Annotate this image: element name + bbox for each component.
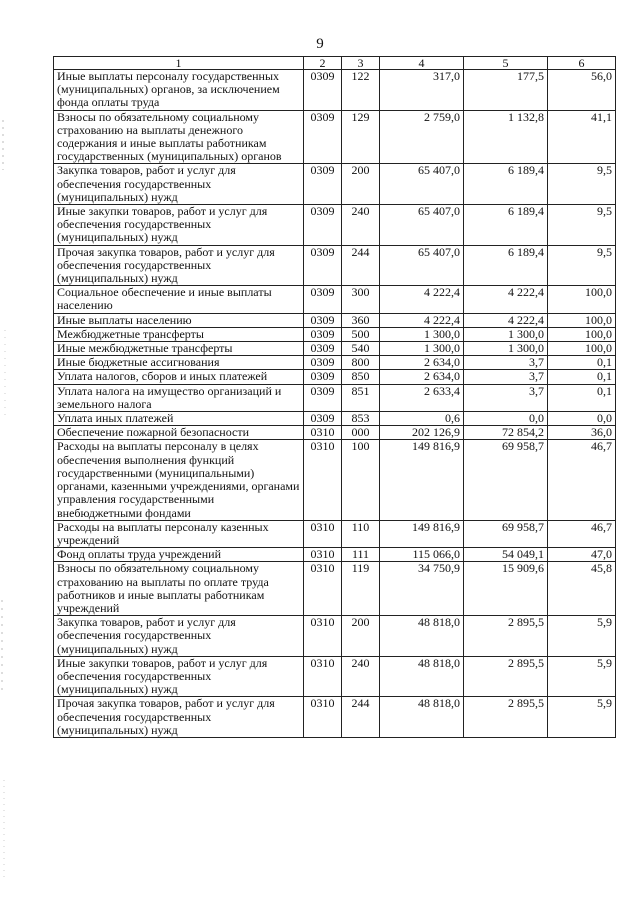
table-row: [54, 412, 616, 426]
cell-expense-name: Уплата налогов, сборов и иных платежей: [54, 370, 304, 384]
cell-expense-name: Уплата иных платежей: [54, 412, 304, 426]
cell-planned-amount: 4 222,4: [380, 313, 464, 327]
cell-expense-name: Иные выплаты персоналу государственных (муниципальных) органов, за исключением фонда оплаты труда: [54, 70, 304, 111]
cell-expense-name: Иные бюджетные ассигнования: [54, 356, 304, 370]
cell-expense-type-code: 240: [342, 205, 380, 246]
cell-expense-type-code: 300: [342, 286, 380, 313]
table-header: [54, 57, 616, 70]
cell-expense-name: Закупка товаров, работ и услуг для обеспечения государственных (муниципальных) нужд: [54, 164, 304, 205]
cell-section-code: 0310: [304, 426, 342, 440]
column-header-6: 6: [548, 57, 616, 70]
cell-execution-percent: 47,0: [548, 548, 616, 562]
cell-section-code: 0309: [304, 342, 342, 356]
cell-expense-type-code: 800: [342, 356, 380, 370]
cell-executed-amount: 6 189,4: [464, 164, 548, 205]
cell-expense-type-code: 540: [342, 342, 380, 356]
cell-expense-type-code: 853: [342, 412, 380, 426]
cell-expense-type-code: 119: [342, 562, 380, 616]
cell-section-code: 0310: [304, 440, 342, 520]
cell-expense-name: Иные закупки товаров, работ и услуг для обеспечения государственных (муниципальных) нужд: [54, 656, 304, 697]
cell-executed-amount: 15 909,6: [464, 562, 548, 616]
column-header-2: 2: [304, 57, 342, 70]
cell-executed-amount: 69 958,7: [464, 440, 548, 520]
cell-executed-amount: 1 132,8: [464, 110, 548, 164]
cell-section-code: 0309: [304, 412, 342, 426]
table-row: [54, 616, 616, 657]
cell-execution-percent: 9,5: [548, 164, 616, 205]
column-header-3: 3: [342, 57, 380, 70]
cell-planned-amount: 65 407,0: [380, 205, 464, 246]
cell-expense-type-code: 200: [342, 616, 380, 657]
cell-execution-percent: 46,7: [548, 520, 616, 547]
cell-planned-amount: 149 816,9: [380, 520, 464, 547]
cell-executed-amount: 1 300,0: [464, 342, 548, 356]
cell-expense-type-code: 129: [342, 110, 380, 164]
cell-section-code: 0309: [304, 286, 342, 313]
cell-section-code: 0310: [304, 548, 342, 562]
table-row: [54, 426, 616, 440]
cell-execution-percent: 45,8: [548, 562, 616, 616]
cell-executed-amount: 3,7: [464, 370, 548, 384]
cell-expense-type-code: 122: [342, 70, 380, 111]
cell-expense-name: Прочая закупка товаров, работ и услуг для обеспечения государственных (муниципальных) нужд: [54, 697, 304, 738]
table-row: [54, 656, 616, 697]
cell-planned-amount: 65 407,0: [380, 164, 464, 205]
cell-planned-amount: 202 126,9: [380, 426, 464, 440]
cell-section-code: 0309: [304, 245, 342, 286]
cell-execution-percent: 0,0: [548, 412, 616, 426]
cell-execution-percent: 0,1: [548, 356, 616, 370]
cell-planned-amount: 48 818,0: [380, 616, 464, 657]
cell-section-code: 0309: [304, 327, 342, 341]
cell-expense-name: Прочая закупка товаров, работ и услуг для обеспечения государственных (муниципальных) нужд: [54, 245, 304, 286]
cell-executed-amount: 2 895,5: [464, 616, 548, 657]
cell-section-code: 0309: [304, 384, 342, 411]
cell-expense-name: Взносы по обязательному социальному страхованию на выплаты по оплате труда работников и иные выплаты работникам учреждений: [54, 562, 304, 616]
cell-execution-percent: 0,1: [548, 370, 616, 384]
cell-planned-amount: 2 759,0: [380, 110, 464, 164]
cell-section-code: 0310: [304, 616, 342, 657]
cell-expense-name: Расходы на выплаты персоналу казенных учреждений: [54, 520, 304, 547]
table-row: [54, 562, 616, 616]
table-row: [54, 548, 616, 562]
cell-execution-percent: 0,1: [548, 384, 616, 411]
cell-expense-name: Закупка товаров, работ и услуг для обеспечения государственных (муниципальных) нужд: [54, 616, 304, 657]
cell-planned-amount: 48 818,0: [380, 697, 464, 738]
table-row: [54, 164, 616, 205]
cell-executed-amount: 1 300,0: [464, 327, 548, 341]
cell-executed-amount: 4 222,4: [464, 286, 548, 313]
cell-planned-amount: 115 066,0: [380, 548, 464, 562]
cell-expense-type-code: 100: [342, 440, 380, 520]
column-header-5: 5: [464, 57, 548, 70]
table-row: [54, 440, 616, 520]
cell-planned-amount: 0,6: [380, 412, 464, 426]
cell-execution-percent: 100,0: [548, 286, 616, 313]
cell-execution-percent: 5,9: [548, 616, 616, 657]
cell-planned-amount: 317,0: [380, 70, 464, 111]
cell-section-code: 0309: [304, 313, 342, 327]
cell-expense-type-code: 240: [342, 656, 380, 697]
cell-execution-percent: 36,0: [548, 426, 616, 440]
cell-expense-name: Иные закупки товаров, работ и услуг для обеспечения государственных (муниципальных) нужд: [54, 205, 304, 246]
cell-planned-amount: 1 300,0: [380, 327, 464, 341]
cell-expense-type-code: 244: [342, 245, 380, 286]
cell-section-code: 0309: [304, 356, 342, 370]
cell-section-code: 0310: [304, 520, 342, 547]
column-header-4: 4: [380, 57, 464, 70]
cell-executed-amount: 6 189,4: [464, 245, 548, 286]
cell-section-code: 0310: [304, 562, 342, 616]
cell-planned-amount: 2 633,4: [380, 384, 464, 411]
cell-execution-percent: 5,9: [548, 656, 616, 697]
cell-expense-name: Иные межбюджетные трансферты: [54, 342, 304, 356]
cell-executed-amount: 54 049,1: [464, 548, 548, 562]
table-body: [54, 70, 616, 738]
cell-section-code: 0309: [304, 370, 342, 384]
table-row: [54, 286, 616, 313]
cell-section-code: 0309: [304, 110, 342, 164]
cell-expense-name: Межбюджетные трансферты: [54, 327, 304, 341]
cell-planned-amount: 149 816,9: [380, 440, 464, 520]
cell-planned-amount: 2 634,0: [380, 356, 464, 370]
cell-expense-type-code: 360: [342, 313, 380, 327]
cell-expense-type-code: 851: [342, 384, 380, 411]
cell-expense-name: Расходы на выплаты персоналу в целях обеспечения выполнения функций государственными (муниципальными) органами, казенными учреждениями, органами управления государственными внебюджетными фондами: [54, 440, 304, 520]
cell-execution-percent: 100,0: [548, 327, 616, 341]
cell-executed-amount: 2 895,5: [464, 697, 548, 738]
cell-expense-type-code: 244: [342, 697, 380, 738]
cell-expense-name: Социальное обеспечение и иные выплаты населению: [54, 286, 304, 313]
table-row: [54, 327, 616, 341]
cell-planned-amount: 2 634,0: [380, 370, 464, 384]
page-number: 9: [316, 36, 324, 52]
cell-executed-amount: 2 895,5: [464, 656, 548, 697]
column-header-1: 1: [54, 57, 304, 70]
cell-executed-amount: 6 189,4: [464, 205, 548, 246]
cell-section-code: 0309: [304, 164, 342, 205]
cell-expense-type-code: 200: [342, 164, 380, 205]
cell-planned-amount: 34 750,9: [380, 562, 464, 616]
cell-expense-name: Уплата налога на имущество организаций и земельного налога: [54, 384, 304, 411]
cell-executed-amount: 0,0: [464, 412, 548, 426]
cell-execution-percent: 56,0: [548, 70, 616, 111]
cell-executed-amount: 177,5: [464, 70, 548, 111]
cell-execution-percent: 9,5: [548, 245, 616, 286]
cell-section-code: 0310: [304, 656, 342, 697]
cell-execution-percent: 5,9: [548, 697, 616, 738]
cell-executed-amount: 3,7: [464, 356, 548, 370]
cell-planned-amount: 48 818,0: [380, 656, 464, 697]
cell-expense-name: Иные выплаты населению: [54, 313, 304, 327]
cell-executed-amount: 69 958,7: [464, 520, 548, 547]
cell-planned-amount: 4 222,4: [380, 286, 464, 313]
budget-table: [53, 56, 616, 738]
cell-section-code: 0309: [304, 205, 342, 246]
table-row: [54, 313, 616, 327]
cell-execution-percent: 46,7: [548, 440, 616, 520]
table-row: [54, 70, 616, 111]
cell-planned-amount: 1 300,0: [380, 342, 464, 356]
cell-execution-percent: 100,0: [548, 342, 616, 356]
table-row: [54, 520, 616, 547]
cell-expense-name: Обеспечение пожарной безопасности: [54, 426, 304, 440]
cell-execution-percent: 9,5: [548, 205, 616, 246]
cell-execution-percent: 41,1: [548, 110, 616, 164]
cell-executed-amount: 72 854,2: [464, 426, 548, 440]
table-row: [54, 205, 616, 246]
header-row: [54, 57, 616, 70]
cell-executed-amount: 4 222,4: [464, 313, 548, 327]
cell-expense-type-code: 110: [342, 520, 380, 547]
cell-section-code: 0309: [304, 70, 342, 111]
cell-execution-percent: 100,0: [548, 313, 616, 327]
cell-executed-amount: 3,7: [464, 384, 548, 411]
table-row: [54, 384, 616, 411]
cell-section-code: 0310: [304, 697, 342, 738]
cell-expense-type-code: 111: [342, 548, 380, 562]
cell-expense-type-code: 850: [342, 370, 380, 384]
scan-edge-marks: [0, 0, 14, 905]
cell-expense-type-code: 500: [342, 327, 380, 341]
cell-expense-name: Взносы по обязательному социальному страхованию на выплаты денежного содержания и иные выплаты работникам государственных (муниципальных) органов: [54, 110, 304, 164]
table-row: [54, 110, 616, 164]
table-row: [54, 370, 616, 384]
cell-expense-name: Фонд оплаты труда учреждений: [54, 548, 304, 562]
table-row: [54, 697, 616, 738]
cell-expense-type-code: 000: [342, 426, 380, 440]
table-row: [54, 245, 616, 286]
table-row: [54, 342, 616, 356]
cell-planned-amount: 65 407,0: [380, 245, 464, 286]
table-row: [54, 356, 616, 370]
